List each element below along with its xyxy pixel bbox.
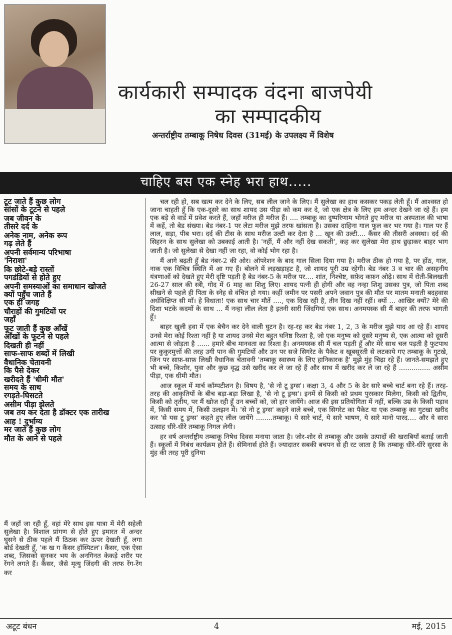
editorial-header (0, 0, 452, 170)
right-column-body (150, 198, 448, 612)
poem-line: जहाँ (4, 315, 16, 325)
poem-line: गढ़ लेते हैं (4, 239, 32, 249)
article-paragraph: बाहर खुली हवा में एक बेचैन कर देने वाली घुटन है। रह-रह कर बेड नंबर 1, 2, 3 के मरीज मुझे याद आ रहे हैं। शायद उनसे मेरा कोई रिश्ता नहीं है या शायद उनसे मेरा बहुत घनिष्ठ रिश्ता है, जो एक मनुष्य को दूसरे मनुष्य से, एक आत्मा को दूसरी आत्मा से जोड़ता है ...... हमारे बीच मानवता का रिश्ता है। अनमयस्क सी मैं चल पड़ती हूँ और मेरे साथ चल पड़ती है फुटपाथ पर कुकुरमुत्तों की तरह उगी पान की गुमटियों और उन पर सजे सिगरेट के पैकेट व खूबसूरती से लटकाये गए तम्बाकू के गुटखे, जिन पर साफ़-साफ़ लिखी वैधानिक चेतावनी 'तम्बाकू स्वास्थ्य के लिए हानिकारक है' मुझे मुंह चिढ़ा रहे हैं। जानते-समझते हुए भी बच्चे, किशोर, युवा और कुछ वृद्ध उसे खरीद कर ले जा रहे हैं और साथ में खरीद कर ले जा रहे हैं ............... असीम पीड़ा, एक धीमी मौत। (150, 323, 448, 380)
poem-line: जब तय कर देता है डॉक्टर एक तारीख (4, 408, 110, 418)
poem-line: सांसों के टूटने से पहले (4, 205, 66, 215)
poem-line: साफ-साफ शब्दों में लिखी (4, 349, 75, 359)
poem-line: एक ही जगह (4, 298, 40, 308)
poem-line: कि पैसे देकर (4, 366, 40, 376)
issue-date: मई, 2015 (411, 622, 446, 631)
poem-line: मर जाते हैं कुछ लोग (4, 425, 61, 435)
poem-line: तीसरे दर्द के (4, 222, 38, 232)
magazine-name: अटूट बंधन (6, 622, 37, 631)
poem-line: अपनी समस्याओं का समाधान खोजते (4, 281, 107, 291)
article-paragraph: हर वर्ष अन्तर्राष्ट्रीय तम्बाकू निषेध दिवस मनाया जाता है। जोर-शोर से तम्बाकू और उसके उत्पादों की खराबियाँ बताई जाती हैं। स्कूलों में निबंध कार्यक्रम होते हैं। सेमिनार्स होते हैं। ज्यादातर सबकी बचपन से ही रट जाता है कि तम्बाकू धीरे-धीरे सुरसा के मुंह की तरह पूरी दुनिया (150, 432, 448, 457)
poem-line: मौत के आने से पहले (4, 433, 62, 443)
article-paragraph: आज स्कूल में मार्च कॉम्पटीशन है। विषय है, 'से नो टू ड्रग्स'। कक्षा 3, 4 और 5 के ढेर सारे बच्चे चार्ट बना रहे हैं। तरह-तरह की आकृतियों के बीच बड़ा-बड़ा लिखा है, 'से नो टू ड्रग्स'। इनमें से किसी को प्रथम पुरस्कार मिलेगा, किसी को द्वितीय, किसी को तृतीय, पर मैं खोज रही हूँ उन बच्चों को, जो हार जायेंगे। आज की इस प्रतियोगिता में नहीं, बल्कि उम्र के किसी पड़ाव में, किसी समय में, किसी उलझन में। 'से नो टू ड्रग्स' कहने वाले बच्चे, एक सिगरेट का पैकेट या एक तम्बाकू का गुटखा खरीद कर 'से यस टू ड्रग्स' कहते हुए लील जायेंगे ........तम्बाकू। ये सारे चार्ट, ये सारे भाषण, ये सारे मानो पारद.... और ये सारा उत्साह धीरे-धीरे तम्बाकू निगल लेगी। (150, 382, 448, 431)
poem-line: चौराहों की गुमटियों पर (4, 306, 66, 316)
poem-line: अनेक नाम, अनेक रूप (4, 230, 68, 240)
page-footer (0, 618, 452, 635)
poem-line: असीम पीड़ा झेलते (4, 399, 55, 409)
poem-line: खरीदते हैं 'धीमी मौत' (4, 374, 65, 384)
column-divider (145, 198, 146, 498)
poem-line: फूट जाती हैं कुछ आँखें (4, 323, 68, 333)
poem-line: दिखती ही नहीं (4, 340, 45, 350)
article-title-band: चाहिए बस एक स्नेह भरा हाथ..... (0, 172, 452, 194)
poem-line: वैधानिक चेतावनी (4, 357, 52, 367)
poem-line: कि छोटे-बड़े रास्तों (4, 264, 55, 274)
left-column-body: मैं जहाँ जा रही हूँ, वहां मेरे साथ इस यात्रा में मेरी सहेली सुलेखा है। विशाल प्रांगण से होते हुए इमारत में अन्दर घुसने से ठीक पहले मैं ठिठक कर ऊपर देखती हूँ, लगा बोर्ड देखती हूँ, 'क ख ग कैंसर हॉस्पिटल'। कैंसर, एक ऐसा शब्द, जिसको सुनकर भय के अनगिनत केकड़े शरीर पर रेंगने लगते हैं। कैंसर, जैसे मृत्यु जिंदगी की तरफ रेंग-रेंग कर (4, 520, 142, 577)
poem-line: 'निराशा' (4, 256, 28, 266)
poem-line: आँखों के फूटने से पहले (4, 332, 69, 342)
poem-line: समय के साथ (4, 382, 42, 392)
editorial-title-line1: कार्यकारी सम्पादक वंदना बाजपेयी (118, 80, 373, 104)
poem-line: टूट जाते हैं कुछ लोग (4, 197, 61, 206)
article-paragraph: मैं आगे बढ़ती हूँ बेड नंबर-2 की ओर। ऑपरेशन के बाद गाल सिला दिया गया है। मरीज ठीक हो गया है, पर होंठ, गाल, नाक एक विचित्र स्थिति में आ गए हैं। बोलने में लड़खड़ाहट है, जो शायद पूरी उम्र रहेगी। बेड नंबर 3 व चार की असहनीय यंत्रणाओं को देखते हुए मेरी दृष्टि पड़ती है बेड नंबर-5 के मरीज पर.... शांत, निश्चेष्ट, सफ़ेद कफ़न ओढ़े। साथ में रोती-बिलखती 26-27 साल की स्त्री, गोद में 6 माह का शिशु लिए। शायद पत्नी ही होगी और वह नन्हा शिशु उसका पुत्र, जो पिता शब्द सीखने से पहले ही पिता के स्नेह से वंचित हो गया। कहीं जमीन पर पसरी अपने जवान पुत्र की मौत पर मातम मनाती बदहवास अर्धविक्षिप्त सी माँ। हे विधाता! एक साथ चार मौतें ...., एक दिख रही है, तीन दिख नहीं रहीं। क्यों ... आखिर क्यों? मेरे की दिशा भटके कदमों के साथ ... मैं नन्हा लील लेता है इतनी सारी जिंदगियां एक साथ। अनमयस्क सी मैं बाहर की तरफ भागती हूँ। (150, 256, 448, 322)
article-paragraph: चल रही हो, सब खत्म कर देने के लिए, सब लील जाने के लिए। मैं सुलेखा का हाथ कसकर पकड़ लेती हूँ। मैं आश्वस्त हो जाना चाहती हूँ कि एक-दूसरे का साथ शायद उस पीड़ा को कम कर दे, जो एक क्षेत्र के लिए हम अन्दर देखने जा रहे हैं। हम एक बड़े से वार्ड में प्रवेश करते हैं, जहाँ मरीज ही मरीज हैं। .... तम्बाकू का दुष्परिणाम भोगते हुए मरीज या अस्पताल की भाषा में कहें, तो बेड संख्या। बेड नंबर-1 पर लेटा मरीज मुझे तरफ खांसता है। उसका दाहिना गाल फूल कर भर गया है। गाल पर हैं लाल, सड़ा, पीब भरा। दर्द की टीस के साथ मरीज उल्टी कर देता है ... खून की उल्टी.... कैंसर की तीसरी अवस्था। दर्द की सिहरन के साथ सुलेखा को उबकाई आती है। 'नहीं, मैं और नहीं देख सकती', कह कर सुलेखा मेरा हाथ छुड़ाकर बाहर भाग जाती है। जो सुलेखा से देखा नहीं जा रहा, वो कोई भोग रहा है। (150, 198, 448, 255)
poem-line: पगडंडियों से होते हुए (4, 273, 61, 283)
poem-line: जब जीवन के (4, 213, 42, 223)
editorial-title-line2: का सम्पादकीय (214, 104, 322, 128)
poem-line: अपनी सर्वमान्य परिभाषा (4, 247, 72, 257)
editor-photo (4, 4, 106, 144)
poem-line: आह ! दुर्भाग्य (4, 416, 43, 426)
poem (4, 198, 144, 443)
page-number: 4 (214, 622, 220, 631)
poem-line: क्यों पहुँच जाते हैं (4, 289, 52, 299)
poem-line: रगड़ते-घिसटते (4, 391, 43, 401)
editorial-subtitle: अन्तर्राष्ट्रीय तम्बाकू निषेध दिवस (31मई) के उपलक्ष्य में विशेष (152, 130, 334, 140)
